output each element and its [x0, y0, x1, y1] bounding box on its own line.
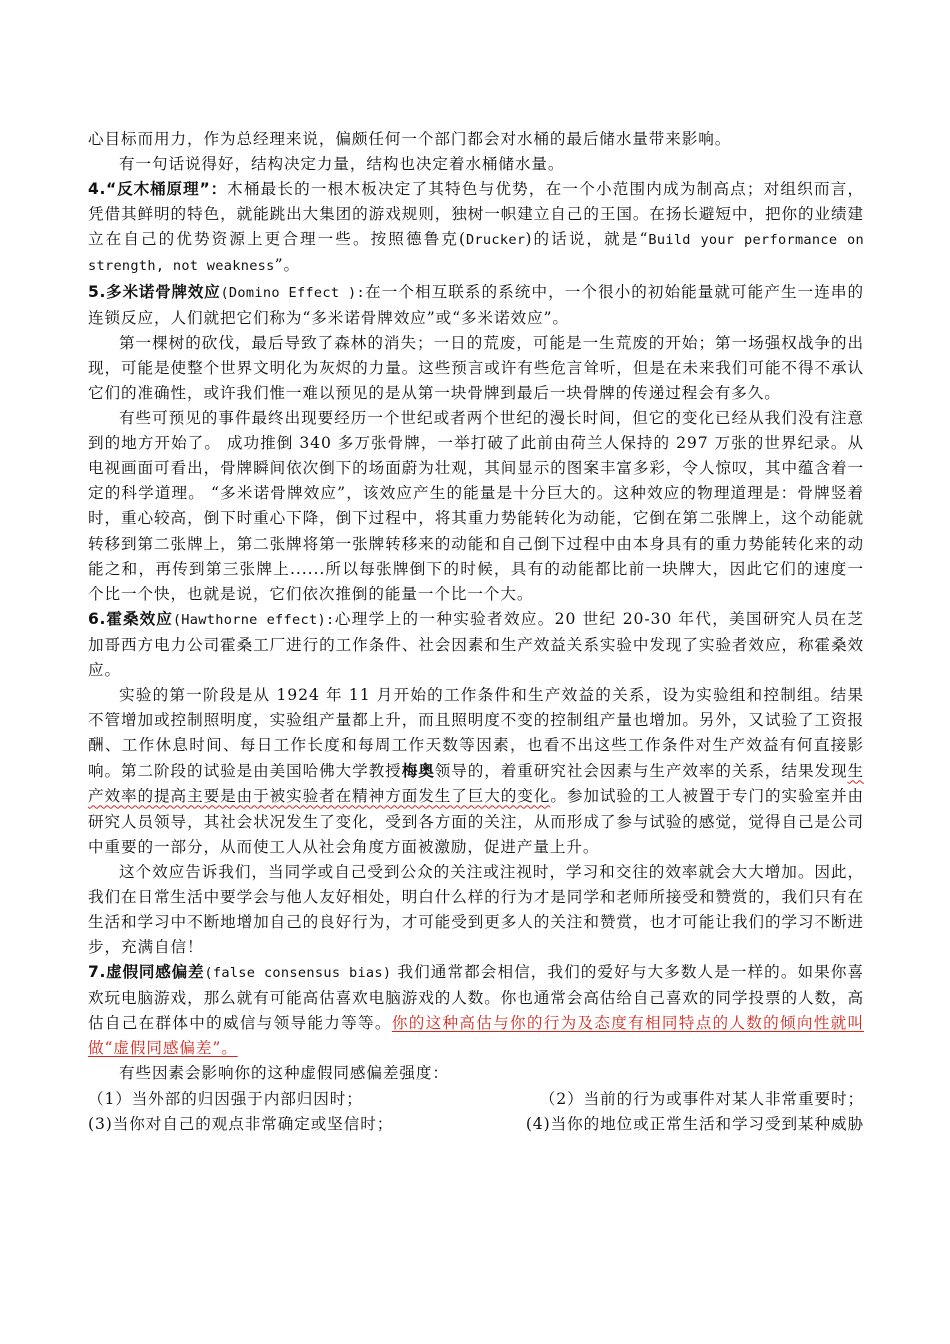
- section-6-heading: 6.霍桑效应: [88, 609, 173, 628]
- highlighted-definition: 你的这种高估与你的行为及态度有相同特点的人数的倾向性就叫做“虚假同感偏差”。: [88, 1014, 865, 1058]
- paragraph-structure-quote: 有一句话说得好，结构决定力量，结构也决定着水桶储水量。: [119, 155, 565, 174]
- section-4-heading: 4.“反木桶原理”：: [88, 180, 228, 199]
- section-5: [88, 280, 864, 331]
- section-7-heading: 7.虚假同感偏差: [88, 963, 205, 982]
- paragraph-continuation: 心目标而用力，作为总经理来说，偏颇任何一个部门都会对水桶的最后储水量带来影响。: [88, 130, 732, 148]
- section-5-paragraph-3: 有些可预见的事件最终出现要经历一个世纪或者两个世纪的漫长时间，但它的变化已经从我们没有注意到的地方开始了。 成功推倒 340 多万张骨牌，一举打破了此前由荷兰人保持的 297 万张的世界纪录。从电视画面可看出，骨牌瞬间依次倒下的场面蔚为壮观，其间显示的图案丰富多彩，令人惊叹，其中蕴含着一定的科学道理。 “多米诺骨牌效应”，该效应产生的能量是十分巨大的。这种效应的物理道理是：骨牌竖着时，重心较高，倒下时重心下降，倒下过程中，将其重力势能转化为动能，它倒在第二张牌上，这个动能就转移到第二张牌上，第二张牌将第一张牌转移来的动能和自己倒下过程中由本身具有的重力势能转化来的动能之和，再传到第三张牌上......所以每张牌倒下的时候，具有的动能都比前一块牌大，因此它们的速度一个比一个快，也就是说，它们依次推倒的能量一个比一个大。: [88, 409, 864, 603]
- section-5-body: 在一个相互联系的系统中，一个很小的初始能量就可能产生一连串的连锁反应，人们就把它们称为“多米诺骨牌效应”或“多米诺效应”。: [88, 282, 864, 327]
- drucker-name: Drucker: [465, 232, 526, 249]
- section-4-body-3: ”。: [274, 256, 301, 275]
- section-6-english: (Hawthorne effect):: [172, 611, 335, 628]
- drucker-quote: Build your performance on strength, not weakness: [88, 232, 864, 275]
- factors-row-1: [88, 1087, 864, 1112]
- section-4-body-2: )的话说，就是“: [525, 230, 649, 249]
- wavy-underlined-text: 生产效率的提高主要是由于被实验者在精神方面发生了巨大的变化: [88, 762, 864, 806]
- factor-2: （2）当前的行为或事件对某人非常重要时；: [539, 1089, 864, 1108]
- section-5-heading: 5.多米诺骨牌效应: [88, 282, 221, 301]
- section-7-paragraph-2: 有些因素会影响你的这种虚假同感偏差强度：: [119, 1064, 449, 1083]
- section-6-p2-part-b: 领导的，着重研究社会因素与生产效率的关系，结果发现: [434, 762, 848, 781]
- section-7: [88, 960, 864, 1061]
- section-6-p2-part-a: 实验的第一阶段是从 1924 年 11 月开始的工作条件和生产效益的关系，设为实验组和控制组。结果不管增加或控制照明度，实验组产量都上升，而且照明度不变的控制组产量也增加。另外，又试验了工资报酬、工作休息时间、每日工作长度和每周工作天数等因素，也看不出这些工作条件对生产效益有何直接影响。第二阶段的试验是由美国哈佛大学教授: [88, 686, 864, 781]
- factor-1: （1）当外部的归因强于内部归因时；: [88, 1089, 363, 1108]
- factors-row-2: [88, 1112, 864, 1137]
- factor-4: (4)当你的地位或正常生活和学习受到某种威胁: [525, 1114, 864, 1133]
- section-6-body: 心理学上的一种实验者效应。20 世纪 20-30 年代，美国研究人员在芝加哥西方电力公司霍桑工厂进行的工作条件、社会因素和生产效益关系实验中发现了实验者效应，称霍桑效应。: [88, 609, 864, 679]
- section-6-paragraph-2: [88, 683, 864, 860]
- section-7-english: (false consensus bias): [204, 965, 392, 982]
- factor-3: (3)当你对自己的观点非常确定或坚信时；: [88, 1114, 394, 1133]
- section-5-paragraph-2: 第一棵树的砍伐，最后导致了森林的消失；一日的荒废，可能是一生荒废的开始；第一场强权战争的出现，可能是使整个世界文明化为灰烬的力量。这些预言或许有些危言耸听，但是在未来我们可能不得不承认它们的准确性，或许我们惟一难以预见的是从第一块骨牌到最后一块骨牌的传递过程会有多久。: [88, 333, 864, 402]
- section-4-body: 木桶最长的一根木板决定了其特色与优势，在一个小范围内成为制高点；对组织而言，凭借其鲜明的特色，就能跳出大集团的游戏规则，独树一帜建立自己的王国。在扬长避短中，把你的业绩建立在自己的优势资源上更合理一些。按照德鲁克(: [88, 180, 864, 249]
- section-6-paragraph-3: 这个效应告诉我们，当同学或自己受到公众的关注或注视时，学习和交往的效率就会大大增加。因此，我们在日常生活中要学会与他人友好相处，明白什么样的行为才是同学和老师所接受和赞赏的，我们只有在生活和学习中不断地增加自己的良好行为，才可能受到更多人的关注和赞赏，也才可能让我们的学习不断进步，充满自信！: [88, 862, 864, 956]
- section-6-p2-part-c: 。参加试验的工人被置于专门的实验室并由研究人员领导，其社会状况发生了变化，受到各方面的关注，从而形成了参与试验的感觉，觉得自己是公司中重要的一部分，从而使工人从社会角度方面被激励，促进产量上升。: [88, 787, 864, 856]
- mayo-name: 梅奥: [401, 761, 435, 781]
- section-6: [88, 607, 864, 683]
- section-5-english: (Domino Effect ):: [220, 284, 365, 301]
- section-4: [88, 177, 864, 279]
- section-7-body: 我们通常都会相信，我们的爱好与大多数人是一样的。如果你喜欢玩电脑游戏，那么就有可能高估喜欢电脑游戏的人数。你也通常会高估给自己喜欢的同学投票的人数，高估自己在群体中的威信与领导能力等等。: [88, 963, 865, 1033]
